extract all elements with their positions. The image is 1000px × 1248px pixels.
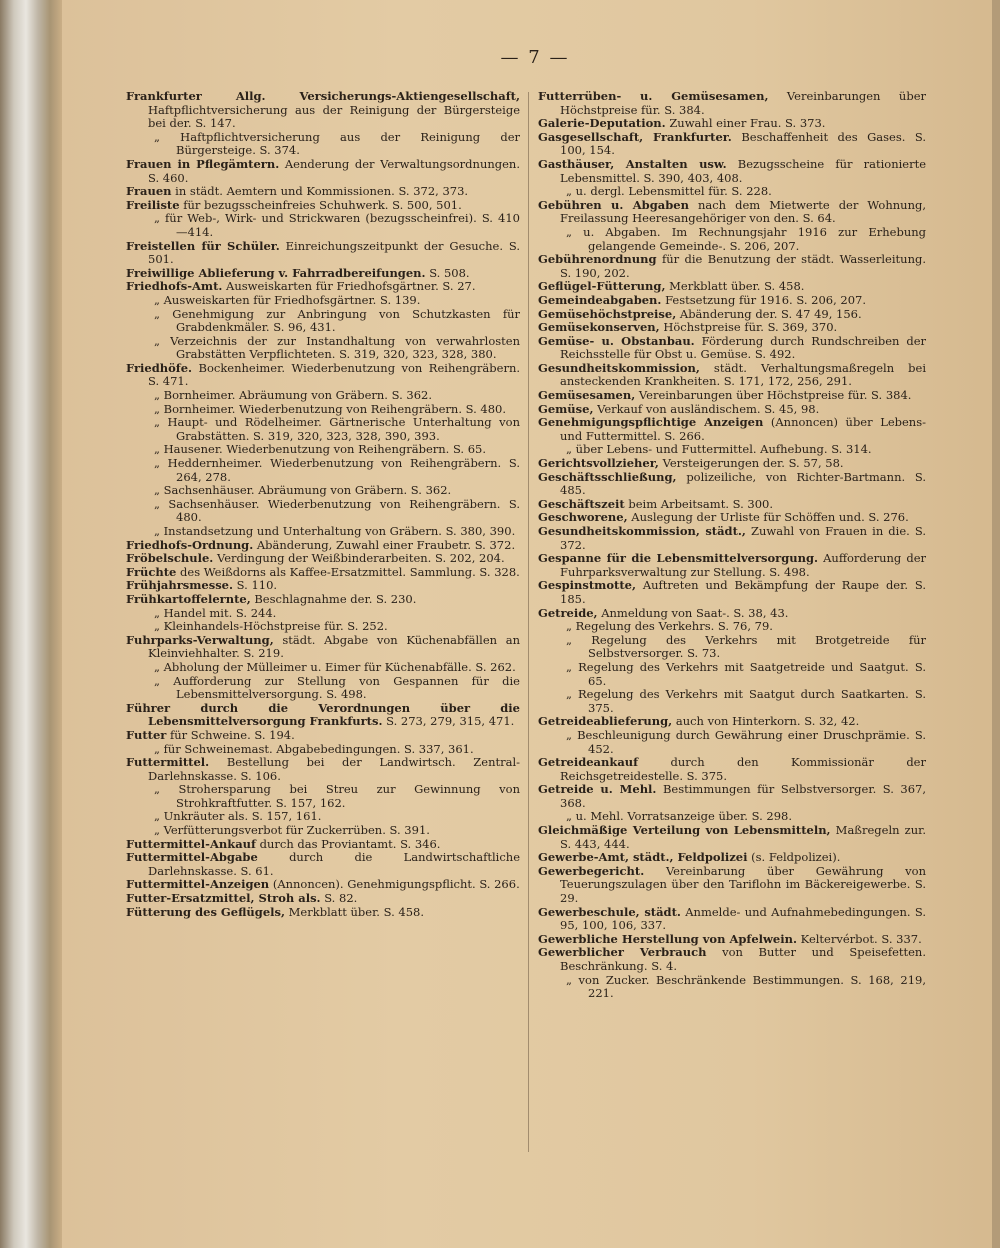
left-column (126, 90, 520, 919)
entry-text: S. 110. (236, 578, 278, 593)
index-entry (538, 403, 926, 417)
index-entry (538, 416, 926, 443)
index-entry (126, 552, 520, 566)
index-entry (538, 715, 926, 729)
index-entry (126, 280, 520, 294)
index-entry (126, 308, 520, 335)
index-entry (126, 634, 520, 661)
entry-text: Aenderung der Verwaltungsordnungen. S. 460. (148, 156, 520, 185)
right-column (538, 90, 926, 1001)
index-entry (126, 810, 520, 824)
entry-text: polizeiliche, von Richter-Bartmann. S. 485. (560, 469, 926, 498)
index-entry (538, 810, 926, 824)
entry-text: „ Handel mit. S. 244. (154, 605, 277, 620)
index-entry (538, 974, 926, 1001)
index-entry (126, 484, 520, 498)
entry-heading: Frauen in Pflegämtern. (126, 156, 280, 171)
entry-text: „ Regelung des Verkehrs mit Saatgut durch Saatkarten. S. 375. (566, 687, 926, 715)
entry-text: Bestimmungen für Selbstversorger. S. 367, 368. (560, 782, 927, 810)
index-entry (538, 729, 926, 756)
index-entry (126, 906, 520, 920)
index-entry (126, 294, 520, 308)
entry-heading: Gewerbeschule, städt. (538, 904, 681, 919)
entry-text: für Schweine. S. 194. (169, 727, 295, 742)
index-entry (126, 539, 520, 553)
index-entry (538, 443, 926, 457)
entry-heading: Gespinstmotte, (538, 578, 636, 593)
entry-text: „ Regelung des Verkehrs mit Saatgetreide und Saatgut. S. 65. (566, 659, 926, 688)
entry-text: Zuwahl einer Frau. S. 373. (669, 116, 826, 131)
index-entry (538, 308, 926, 322)
entry-text: für bezugsscheinfreies Schuhwerk. S. 500, 501. (183, 197, 462, 212)
entry-text: „ über Lebens- und Futtermittel. Aufhebung. S. 314. (566, 442, 872, 457)
entry-text: (s. Feldpolizei). (751, 850, 841, 865)
entry-heading: Futtermittel. (126, 755, 210, 770)
entry-text: Abänderung der. S. 47 49, 156. (679, 306, 862, 321)
index-entry (126, 131, 520, 158)
entry-heading: Galerie-Deputation. (538, 116, 666, 131)
entry-text: „ Heddernheimer. Wiederbenutzung von Reihengräbern. S. 264, 278. (154, 456, 520, 484)
index-entry (126, 158, 520, 185)
index-entry (538, 253, 926, 280)
entry-heading: Gesundheitskommission, (538, 360, 700, 375)
entry-text: städt. Verhaltungsmaßregeln bei ansteckenden Krankheiten. S. 171, 172, 256, 291. (560, 360, 926, 389)
entry-text: durch das Proviantamt. S. 346. (259, 836, 441, 851)
entry-text: „ für Schweinemast. Abgabebedingungen. S. 337, 361. (154, 741, 474, 756)
index-entry (126, 90, 520, 131)
index-entry (538, 294, 926, 308)
entry-text: für die Benutzung der städt. Wasserleitung. S. 190, 202. (560, 252, 926, 280)
index-entry (538, 783, 926, 810)
index-entry (538, 362, 926, 389)
index-entry (126, 525, 520, 539)
entry-text: Anmelde- und Aufnahmebedingungen. S. 95, 100, 106, 337. (560, 904, 926, 933)
index-entry (538, 634, 926, 661)
index-entry (538, 552, 926, 579)
entry-heading: Gerichtsvollzieher, (538, 456, 659, 471)
entry-text: Bezugsscheine für rationierte Lebensmittel. S. 390, 403, 408. (560, 156, 927, 185)
entry-text: in städt. Aemtern und Kommissionen. S. 372, 373. (175, 184, 469, 199)
index-entry (126, 498, 520, 525)
entry-text: „ Beschleunigung durch Gewährung einer Druschprämie. S. 452. (566, 727, 926, 756)
entry-text: Bestellung bei der Landwirtsch. Zentral-Darlehnskasse. S. 106. (148, 755, 521, 783)
entry-heading: Fütterung des Geflügels, (126, 904, 285, 919)
entry-text: „ für Web-, Wirk- und Strickwaren (bezugsscheinfrei). S. 410—414. (154, 211, 520, 239)
entry-text: Haftpflichtversicherung aus der Reinigung der Bürgersteige bei der. S. 147. (148, 102, 520, 131)
index-entry (126, 729, 520, 743)
entry-text: „ Verfütterungsverbot für Zuckerrüben. S. 391. (154, 823, 430, 838)
entry-heading: Gemüse, (538, 401, 594, 416)
entry-text: „ Genehmigung zur Anbringung von Schutzkasten für Grabdenkmäler. S. 96, 431. (154, 306, 520, 335)
entry-text: S. 82. (324, 891, 358, 906)
entry-heading: Frühjahrsmesse. (126, 578, 234, 593)
entry-heading: Futterrüben- u. Gemüsesamen, (538, 89, 769, 103)
index-entry (538, 389, 926, 403)
entry-heading: Früchte (126, 564, 177, 579)
index-entry (126, 403, 520, 417)
entry-text: Förderung durch Rundschreiben der Reichsstelle für Obst u. Gemüse. S. 492. (560, 333, 927, 362)
entry-text: von Butter und Speisefetten. Beschränkung. S. 4. (560, 945, 926, 973)
index-entry (126, 199, 520, 213)
index-entry (126, 335, 520, 362)
index-entry (538, 335, 926, 362)
index-entry (126, 620, 520, 634)
entry-heading: Fröbelschule. (126, 551, 214, 566)
entry-text: Ausweiskarten für Friedhofsgärtner. S. 27. (226, 279, 476, 294)
book-binding (0, 0, 62, 1248)
index-entry (538, 946, 926, 973)
entry-text: Festsetzung für 1916. S. 206, 207. (665, 292, 867, 307)
entry-heading: Futtermittel-Abgabe (126, 850, 258, 865)
entry-text: Auslegung der Urliste für Schöffen und. S. 276. (631, 510, 909, 525)
entry-heading: Genehmigungspflichtige Anzeigen (538, 415, 764, 430)
index-entry (126, 362, 520, 389)
entry-text: Einreichungszeitpunkt der Gesuche. S. 501. (148, 238, 520, 267)
entry-text: Keltervérbot. S. 337. (800, 931, 922, 946)
page-number: — 7 — (500, 47, 570, 68)
index-entry (126, 702, 520, 729)
entry-heading: Gemüsesamen, (538, 388, 636, 403)
entry-heading: Futter-Ersatzmittel, Stroh als. (126, 891, 321, 906)
entry-heading: Futter (126, 727, 167, 742)
entry-heading: Geschworene, (538, 510, 628, 525)
index-entry (126, 416, 520, 443)
entry-text: des Weißdorns als Kaffee-Ersatzmittel. Sammlung. S. 328. (180, 564, 520, 579)
entry-heading: Freistellen für Schüler. (126, 238, 280, 253)
index-entry (126, 675, 520, 702)
entry-text: „ Ausweiskarten für Friedhofsgärtner. S. 139. (154, 292, 421, 307)
index-entry (126, 389, 520, 403)
entry-text: auch von Hinterkorn. S. 32, 42. (675, 714, 860, 729)
entry-text: „ Bornheimer. Abräumung von Gräbern. S. 362. (154, 388, 432, 403)
index-entry (538, 661, 926, 688)
entry-text: durch den Kommissionär der Reichsgetreidestelle. S. 375. (560, 755, 926, 783)
index-entry (126, 579, 520, 593)
entry-text: „ u. Mehl. Vorratsanzeige über. S. 298. (566, 809, 792, 824)
entry-text: städt. Abgabe von Küchenabfällen an Kleinviehhalter. S. 219. (148, 632, 521, 661)
index-entry (538, 199, 926, 226)
entry-text: (Annoncen) über Lebens- und Futtermittel. S. 266. (560, 415, 926, 443)
entry-text: durch die Landwirtschaftliche Darlehnskasse. S. 61. (148, 850, 520, 878)
entry-text: Vereinbarungen über Höchstpreise für. S. 384. (638, 388, 912, 403)
index-entry (538, 688, 926, 715)
entry-heading: Gebühren u. Abgaben (538, 197, 689, 212)
entry-heading: Frankfurter Allg. Versicherungs-Aktiengesellschaft, (126, 89, 520, 103)
entry-heading: Friedhofs-Ordnung. (126, 537, 254, 552)
index-entry (126, 783, 520, 810)
entry-heading: Friedhofs-Amt. (126, 279, 223, 294)
entry-text: „ u. dergl. Lebensmittel für. S. 228. (566, 184, 772, 199)
entry-text: „ Abholung der Mülleimer u. Eimer für Küchenabfälle. S. 262. (154, 659, 516, 674)
entry-text: beim Arbeitsamt. S. 300. (628, 496, 774, 511)
entry-heading: Gemüsehöchstpreise, (538, 306, 677, 321)
entry-heading: Frühkartoffelernte, (126, 591, 251, 606)
index-entry (538, 158, 926, 185)
entry-heading: Gemüse- u. Obstanbau. (538, 333, 695, 348)
entry-text: Vereinbarung über Gewährung von Teuerungszulagen über den Tariflohn im Bäckereigewerbe. S. 29. (560, 863, 926, 906)
index-entry (126, 661, 520, 675)
index-entry (126, 443, 520, 457)
index-entry (538, 851, 926, 865)
entry-heading: Futtermittel-Ankauf (126, 836, 256, 851)
entry-text: Aufforderung der Fuhrparksverwaltung zur Stellung. S. 498. (560, 551, 926, 579)
entry-text: „ Strohersparung bei Streu zur Gewinnung von Strohkraftfutter. S. 157, 162. (154, 782, 520, 810)
entry-text: „ u. Abgaben. Im Rechnungsjahr 1916 zur Erhebung gelangende Gemeinde-. S. 206, 207. (566, 224, 926, 253)
column-divider (528, 92, 529, 1152)
entry-heading: Getreide, (538, 605, 598, 620)
entry-text: „ Hausener. Wiederbenutzung von Reihengräbern. S. 65. (154, 442, 487, 457)
entry-heading: Gasgesellschaft, Frankfurter. (538, 129, 732, 144)
entry-heading: Geschäftsschließung, (538, 469, 677, 484)
entry-heading: Freiwillige Ablieferung v. Fahrradbereifungen. (126, 265, 426, 280)
index-entry (538, 90, 926, 117)
entry-text: Zuwahl von Frauen in die. S. 372. (560, 524, 926, 552)
entry-heading: Gespanne für die Lebensmittelversorgung. (538, 551, 819, 566)
index-entry (538, 471, 926, 498)
entry-heading: Geflügel-Fütterung, (538, 279, 666, 294)
index-entry (538, 185, 926, 199)
entry-heading: Gemeindeabgaben. (538, 292, 662, 307)
entry-text: „ Sachsenhäuser. Abräumung von Gräbern. S. 362. (154, 483, 452, 498)
entry-text: Verkauf von ausländischem. S. 45, 98. (597, 401, 820, 416)
entry-heading: Futtermittel-Anzeigen (126, 877, 270, 892)
entry-text: „ Aufforderung zur Stellung von Gespannen für die Lebensmittelversorgung. S. 498. (154, 673, 520, 702)
entry-text: Abänderung, Zuwahl einer Fraubetr. S. 372. (256, 537, 516, 552)
index-entry (126, 878, 520, 892)
entry-text: Anmeldung von Saat-. S. 38, 43. (601, 605, 789, 620)
entry-heading: Friedhöfe. (126, 360, 193, 375)
entry-heading: Gewerbegericht. (538, 863, 645, 878)
entry-text: „ Haftpflichtversicherung aus der Reinigung der Bürgersteige. S. 374. (154, 129, 520, 158)
entry-text: „ Verzeichnis der zur Instandhaltung von verwahrlosten Grabstätten Verpflichteten. S. 319, 320, 323, 328, 380. (154, 333, 520, 362)
entry-heading: Gewerbe-Amt, städt., Feldpolizei (538, 850, 748, 865)
index-entry (126, 212, 520, 239)
index-entry (538, 865, 926, 906)
entry-text: nach dem Mietwerte der Wohnung, Freilassung Heeresangehöriger von den. S. 64. (560, 197, 926, 226)
index-entry (538, 321, 926, 335)
index-entry (126, 457, 520, 484)
entry-heading: Gleichmäßige Verteilung von Lebensmitteln, (538, 823, 831, 838)
entry-heading: Gasthäuser, Anstalten usw. (538, 156, 727, 171)
entry-text: Beschlagnahme der. S. 230. (254, 591, 417, 606)
index-entry (126, 851, 520, 878)
index-entry (538, 511, 926, 525)
index-entry (126, 566, 520, 580)
entry-text: „ Kleinhandels-Höchstpreise für. S. 252. (154, 619, 388, 634)
entry-text: Maßregeln zur. S. 443, 444. (560, 823, 926, 851)
index-entry (538, 525, 926, 552)
entry-text: Merkblatt über. S. 458. (288, 904, 425, 919)
index-entry (538, 131, 926, 158)
index-entry (538, 457, 926, 471)
entry-text: Verdingung der Weißbinderarbeiten. S. 202, 204. (216, 551, 505, 566)
index-entry (126, 185, 520, 199)
entry-text: Auftreten und Bekämpfung der Raupe der. S. 185. (560, 578, 927, 606)
entry-heading: Getreideankauf (538, 755, 639, 770)
index-entry (126, 240, 520, 267)
entry-text: Bockenheimer. Wiederbenutzung von Reihengräbern. S. 471. (148, 360, 521, 389)
entry-text: „ Haupt- und Rödelheimer. Gärtnerische Unterhaltung von Grabstätten. S. 319, 320, 323, 328, 390, 393. (154, 415, 520, 443)
entry-text: „ von Zucker. Beschränkende Bestimmungen. S. 168, 219, 221. (566, 972, 926, 1001)
index-entry (538, 498, 926, 512)
entry-text: „ Unkräuter als. S. 157, 161. (154, 809, 322, 824)
entry-text: „ Regelung des Verkehrs. S. 76, 79. (566, 619, 773, 634)
index-entry (538, 117, 926, 131)
index-entry (538, 607, 926, 621)
entry-text: „ Sachsenhäuser. Wiederbenutzung von Reihengräbern. S. 480. (154, 496, 520, 525)
entry-text: „ Regelung des Verkehrs mit Brotgetreide für Selbstversorger. S. 73. (566, 632, 926, 661)
page-edge (992, 0, 1000, 1248)
entry-heading: Gemüsekonserven, (538, 320, 660, 335)
entry-text: „ Instandsetzung und Unterhaltung von Gräbern. S. 380, 390. (154, 524, 516, 538)
entry-heading: Freiliste (126, 197, 180, 212)
index-entry (538, 824, 926, 851)
index-entry (126, 607, 520, 621)
index-entry (538, 226, 926, 253)
index-entry (538, 756, 926, 783)
index-entry (538, 906, 926, 933)
entry-text: S. 273, 279, 315, 471. (386, 714, 515, 729)
entry-heading: Getreideablieferung, (538, 714, 673, 729)
index-entry (126, 824, 520, 838)
entry-heading: Getreide u. Mehl. (538, 782, 657, 797)
entry-heading: Gewerblicher Verbrauch (538, 945, 707, 960)
entry-text: Merkblatt über. S. 458. (669, 279, 805, 294)
index-entry (538, 579, 926, 606)
index-entry (126, 838, 520, 852)
entry-text: Vereinbarungen über Höchstpreise für. S. 384. (560, 89, 926, 117)
index-entry (126, 267, 520, 281)
entry-heading: Fuhrparks-Verwaltung, (126, 632, 274, 647)
index-entry (538, 933, 926, 947)
entry-text: (Annoncen). Genehmigungspflicht. S. 266. (272, 877, 520, 892)
entry-heading: Gesundheitskommission, städt., (538, 524, 746, 538)
index-entry (126, 743, 520, 757)
index-entry (126, 756, 520, 783)
entry-text: Beschaffenheit des Gases. S. 100, 154. (560, 129, 926, 158)
entry-heading: Geschäftszeit (538, 496, 625, 511)
entry-text: Versteigerungen der. S. 57, 58. (662, 456, 844, 471)
entry-text: S. 508. (429, 265, 470, 280)
index-entry (538, 280, 926, 294)
entry-heading: Frauen (126, 184, 172, 199)
entry-heading: Führer durch die Verordnungen über die Lebensmittelversorgung Frankfurts. (126, 700, 520, 729)
entry-text: Höchstpreise für. S. 369, 370. (663, 320, 838, 335)
index-entry (126, 892, 520, 906)
entry-heading: Gewerbliche Herstellung von Apfelwein. (538, 931, 797, 946)
entry-text: „ Bornheimer. Wiederbenutzung von Reihengräbern. S. 480. (154, 401, 507, 416)
entry-heading: Gebührenordnung (538, 252, 657, 267)
index-entry (126, 593, 520, 607)
index-entry (538, 620, 926, 634)
